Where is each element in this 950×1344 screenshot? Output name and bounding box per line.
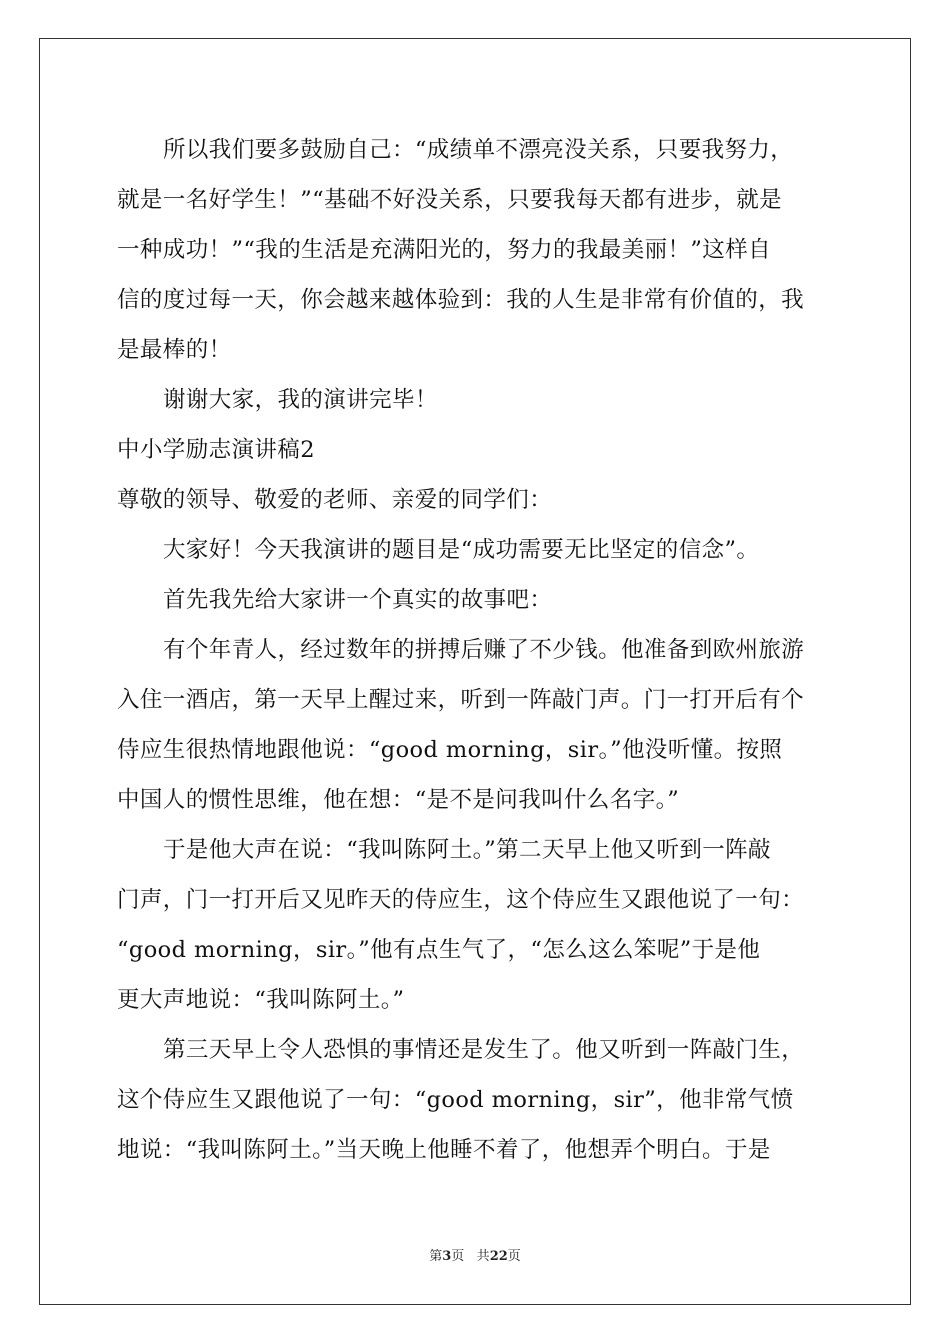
section-title: 中小学励志演讲稿2	[117, 437, 315, 463]
document-body	[117, 125, 835, 1175]
footer-prefix: 第	[429, 1249, 443, 1264]
page-footer	[0, 1245, 950, 1264]
paragraph-line: 第三天早上令人恐惧的事情还是发生了。他又听到一阵敲门生，	[163, 1037, 805, 1063]
paragraph-line: 侍应生很热情地跟他说：“good morning，sir。”他没听懂。按照	[117, 737, 783, 763]
page-number: 3	[442, 1249, 452, 1264]
paragraph-line: 于是他大声在说：“我叫陈阿土。”第二天早上他又听到一阵敲	[163, 837, 771, 863]
total-pages: 22	[489, 1249, 508, 1264]
paragraph-line: 一种成功！”“我的生活是充满阳光的，努力的我最美丽！”这样自	[117, 237, 772, 263]
footer-total-suffix: 页	[507, 1249, 521, 1264]
paragraph-line: 大家好！今天我演讲的题目是“成功需要无比坚定的信念”。	[163, 537, 760, 563]
paragraph-line: 就是一名好学生！”“基础不好没关系，只要我每天都有进步，就是	[117, 187, 783, 213]
paragraph-line: 入住一酒店，第一天早上醒过来，听到一阵敲门声。门一打开后有个	[117, 687, 805, 713]
salutation: 尊敬的领导、敬爱的老师、亲爱的同学们：	[117, 487, 553, 513]
paragraph-line: 这个侍应生又跟他说了一句：“good morning，sir”，他非常气愤	[117, 1087, 794, 1113]
paragraph-line: 地说：“我叫陈阿土。”当天晚上他睡不着了，他想弄个明白。于是	[117, 1137, 771, 1163]
paragraph-line: “good morning，sir。”他有点生气了，“怎么这么笨呢”于是他	[117, 937, 761, 963]
paragraph-line: 门声，门一打开后又见昨天的侍应生，这个侍应生又跟他说了一句：	[117, 887, 805, 913]
paragraph-line: 谢谢大家，我的演讲完毕！	[163, 387, 438, 413]
paragraph-line: 信的度过每一天，你会越来越体验到：我的人生是非常有价值的，我	[117, 287, 805, 313]
paragraph-line: 有个年青人，经过数年的拼搏后赚了不少钱。他准备到欧州旅游	[163, 637, 805, 663]
paragraph-line: 中国人的惯性思维，他在想：“是不是问我叫什么名字。”	[117, 787, 680, 813]
paragraph-line: 是最棒的！	[117, 337, 232, 363]
paragraph-line: 更大声地说：“我叫陈阿土。”	[117, 987, 405, 1013]
paragraph-line: 首先我先给大家讲一个真实的故事吧：	[163, 587, 553, 613]
footer-total-prefix: 共	[476, 1249, 490, 1264]
paragraph-line: 所以我们要多鼓励自己：“成绩单不漂亮没关系，只要我努力，	[163, 137, 794, 163]
footer-page-suffix: 页	[451, 1249, 465, 1264]
